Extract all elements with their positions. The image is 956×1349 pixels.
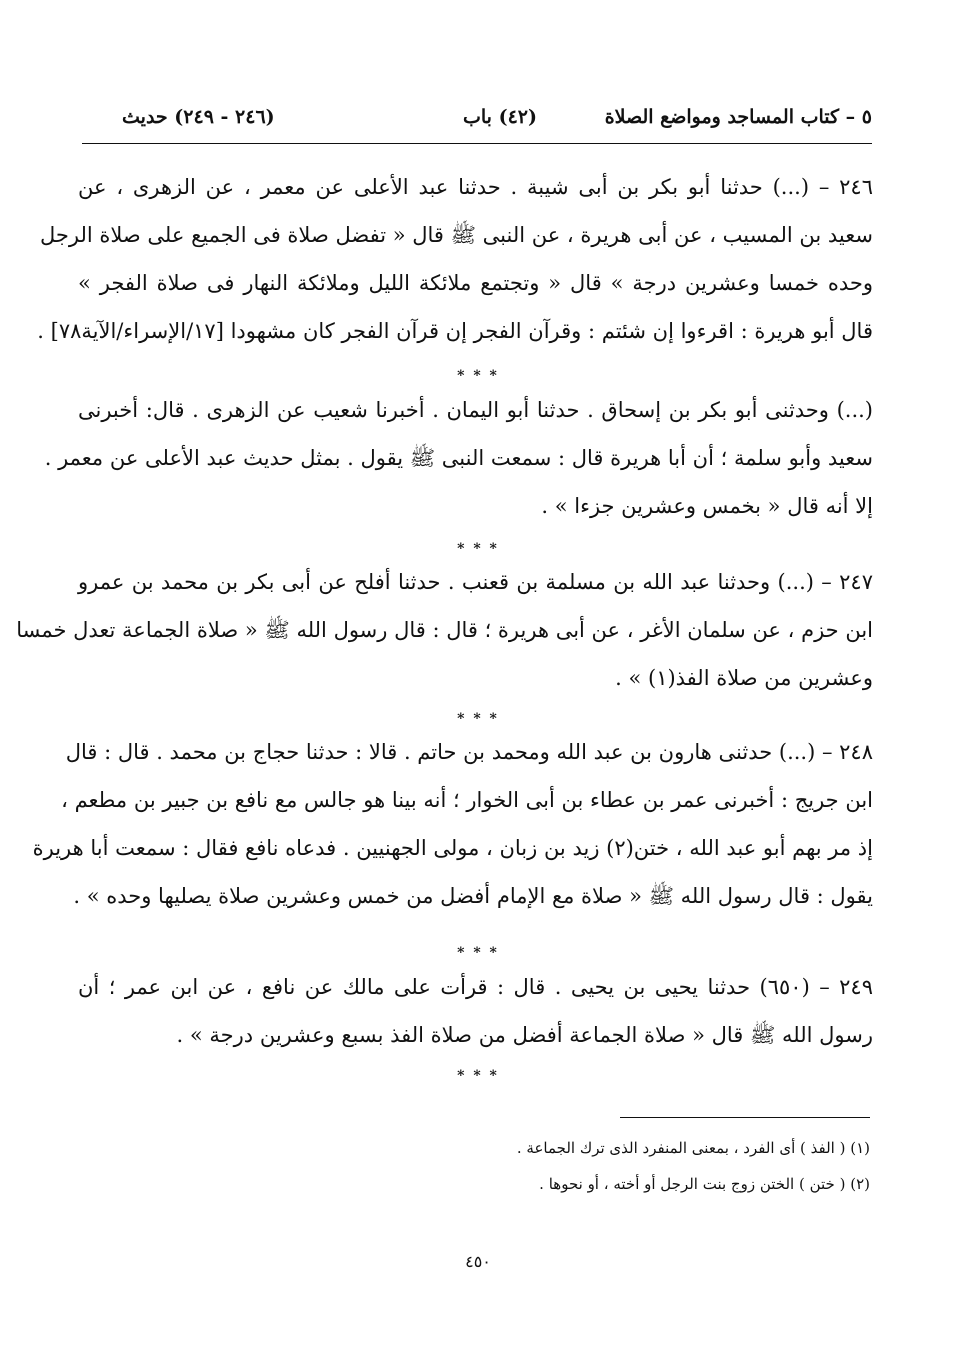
section-separator: * * * xyxy=(457,711,499,727)
section-separator: * * * xyxy=(457,1068,499,1084)
text-line: ٢٤٨ – (...) حدثنى هارون بن عبد الله ومحمد بن حاتم . قالا : حدثنا حجاج بن محمد . قال : قال xyxy=(65,740,873,764)
footnote: (٢) ( ختن ) الختن زوج بنت الرجل أو أخته ، أو نحوها . xyxy=(539,1175,870,1193)
text-line: رسول الله ﷺ قال « صلاة الجماعة أفضل من صلاة الفذ بسبع وعشرين درجة » . xyxy=(176,1023,873,1047)
text-line: ٢٤٩ – (٦٥٠) حدثنا يحيى بن يحيى . قال : قرأت على مالك عن نافع ، عن ابن عمر ؛ أن xyxy=(78,975,873,999)
section-separator: * * * xyxy=(457,368,499,384)
hadith-246-variant xyxy=(44,386,873,530)
text-line: ابن جريج : أخبرنى عمر بن عطاء بن أبى الخوار ؛ أنه بينا هو جالس مع نافع بن جبير بن مطعم ، xyxy=(61,788,873,812)
hadith-248 xyxy=(32,728,873,920)
section-separator: * * * xyxy=(457,945,499,961)
hadith-246 xyxy=(37,163,873,355)
text-line: ٢٤٦ – (...) حدثنا أبو بكر بن أبى شيبة . حدثنا عبد الأعلى عن معمر ، عن الزهرى ، عن xyxy=(78,175,873,199)
page-number: ٤٥٠ xyxy=(465,1252,491,1271)
text-line: يقول : قال رسول الله ﷺ « صلاة مع الإمام أفضل من خمس وعشرين صلاة يصليها وحده » . xyxy=(73,884,873,908)
footnotes xyxy=(300,1130,870,1202)
header-hadith-range: (٢٤٦ - ٢٤٩) حديث xyxy=(122,106,275,128)
footnote: (١) ( الفذ ) أى الفرد ، بمعنى المنفرد الذى ترك الجماعة . xyxy=(516,1139,870,1157)
text-line: سعيد وأبو سلمة ؛ أن أبا هريرة قال : سمعت النبى ﷺ يقول . بمثل حديث عبد الأعلى عن معمر . xyxy=(44,446,873,470)
text-line: إلا أنه قال « بخمس وعشرين جزءا » . xyxy=(541,494,873,518)
hadith-247 xyxy=(16,558,873,702)
text-line: قال أبو هريرة : اقرءوا إن شئتم : وقرآن الفجر إن قرآن الفجر كان مشهودا [١٧/الإسراء/الآية٧٨] . xyxy=(37,319,873,343)
text-line: وحده خمسا وعشرين درجة » قال « وتجتمع ملائكة الليل وملائكة النهار فى صلاة الفجر » xyxy=(78,271,873,295)
running-header xyxy=(82,94,872,140)
text-line: وعشرين من صلاة الفذ(١) » . xyxy=(615,666,873,690)
text-line: إذ مر بهم أبو عبد الله ، ختن(٢) زيد بن زبان ، مولى الجهنيين . فدعاه نافع فقال : سمعت أبا هريرة xyxy=(32,836,873,860)
header-rule xyxy=(82,143,872,144)
header-book-title: ٥ – كتاب المساجد ومواضع الصلاة xyxy=(604,106,872,128)
text-line: ٢٤٧ – (...) وحدثنا عبد الله بن مسلمة بن قعنب . حدثنا أفلح عن أبى بكر بن محمد بن عمرو xyxy=(78,570,873,594)
text-line: سعيد بن المسيب ، عن أبى هريرة ، عن النبى ﷺ قال « تفضل صلاة فى الجميع على صلاة الرجل xyxy=(40,223,873,247)
section-separator: * * * xyxy=(457,541,499,557)
text-line: ابن حزم ، عن سلمان الأغر ، عن أبى هريرة ؛ قال : قال رسول الله ﷺ « صلاة الجماعة تعدل خمسا xyxy=(16,618,873,642)
header-chapter: (٤٢) باب xyxy=(463,106,537,128)
text-line: (...) وحدثنى أبو بكر بن إسحاق . حدثنا أبو اليمان . أخبرنا شعيب عن الزهرى . قال: أخبرنى xyxy=(78,398,873,422)
footnote-rule xyxy=(620,1117,870,1118)
hadith-249 xyxy=(78,963,873,1059)
